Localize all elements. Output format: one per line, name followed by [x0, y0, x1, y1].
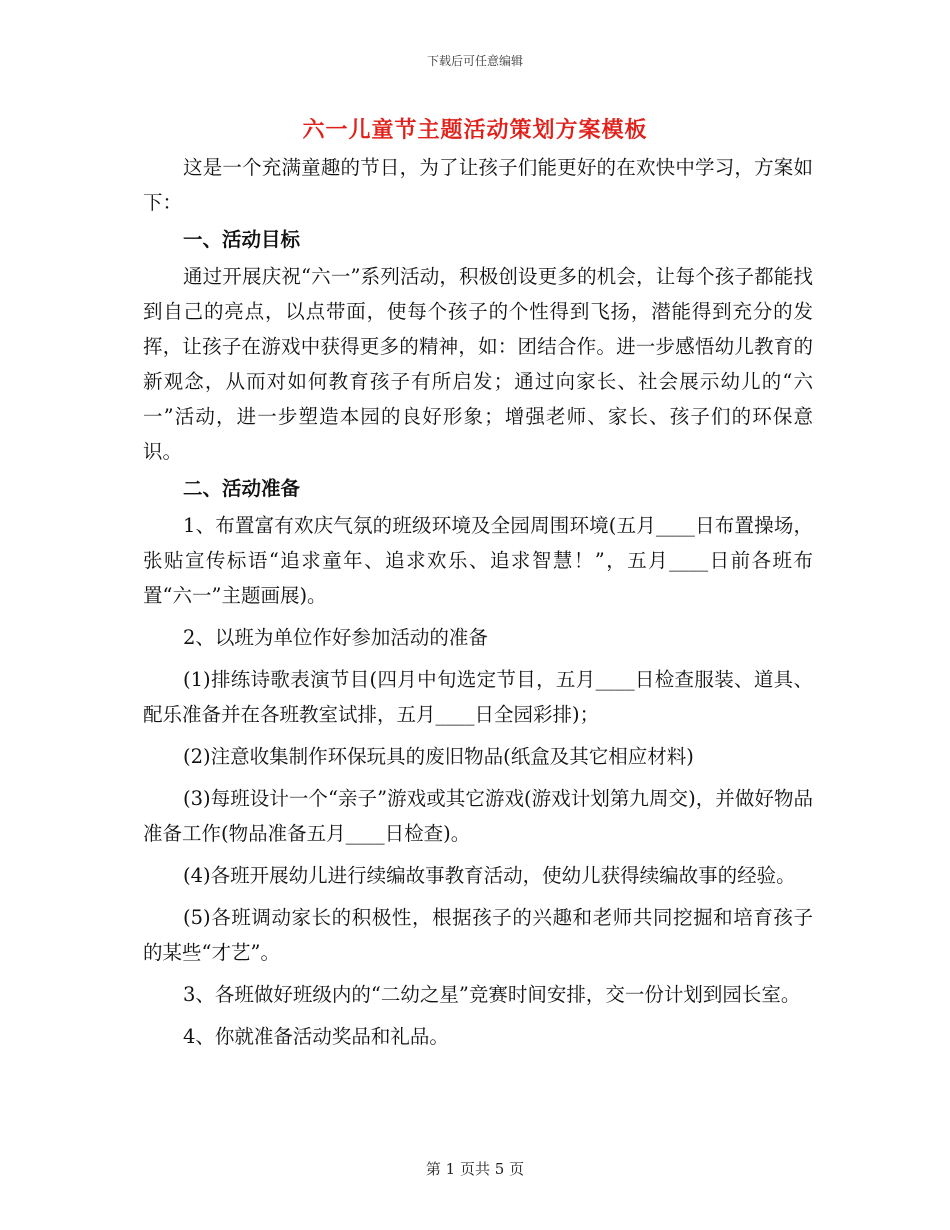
document-body	[143, 150, 813, 1054]
page-header-note: 下载后可任意编辑	[426, 54, 523, 68]
prep-subitem-2: (2)注意收集制作环保玩具的废旧物品(纸盒及其它相应材料)	[183, 745, 694, 768]
section-2-heading: 二、活动准备	[183, 477, 301, 500]
prep-subitem-5: (5)各班调动家长的积极性，根据孩子的兴趣和老师共同挖掘和培育孩子的某些“才艺”。	[143, 906, 813, 964]
prep-subitem-1: (1)排练诗歌表演节目(四月中旬选定节目，五月____日检查服装、道具、配乐准备并在各班教室试排，五月____日全园彩排)；	[143, 668, 813, 726]
prep-subitem-3: (3)每班设计一个“亲子”游戏或其它游戏(游戏计划第九周交)，并做好物品准备工作(物品准备五月____日检查)。	[143, 787, 813, 845]
document-title: 六一儿童节主题活动策划方案模板	[302, 117, 648, 143]
section-1-paragraph: 通过开展庆祝“六一”系列活动，积极创设更多的机会，让每个孩子都能找到自己的亮点，以点带面，使每个孩子的个性得到飞扬，潜能得到充分的发挥，让孩子在游戏中获得更多的精神，如：团结合作。进一步感悟幼儿教育的新观念，从而对如何教育孩子有所启发；通过向家长、社会展示幼儿的“六一”活动，进一步塑造本园的良好形象；增强老师、家长、孩子们的环保意识。	[143, 265, 813, 463]
prep-subitem-4: (4)各班开展幼儿进行续编故事教育活动，使幼儿获得续编故事的经验。	[183, 864, 796, 887]
prep-item-4: 4、你就准备活动奖品和礼品。	[183, 1025, 449, 1048]
intro-paragraph: 这是一个充满童趣的节日，为了让孩子们能更好的在欢快中学习，方案如下：	[143, 156, 813, 214]
page-number: 第 1 页共 5 页	[425, 1160, 525, 1178]
prep-item-1: 1、布置富有欢庆气氛的班级环境及全园周围环境(五月____日布置操场，张贴宣传标语“追求童年、追求欢乐、追求智慧！”，五月____日前各班布置“六一”主题画展)。	[143, 514, 813, 607]
prep-item-3: 3、各班做好班级内的“二幼之星”竞赛时间安排，交一份计划到园长室。	[183, 983, 801, 1006]
section-1-heading: 一、活动目标	[183, 228, 301, 251]
prep-item-2: 2、以班为单位作好参加活动的准备	[183, 626, 488, 649]
